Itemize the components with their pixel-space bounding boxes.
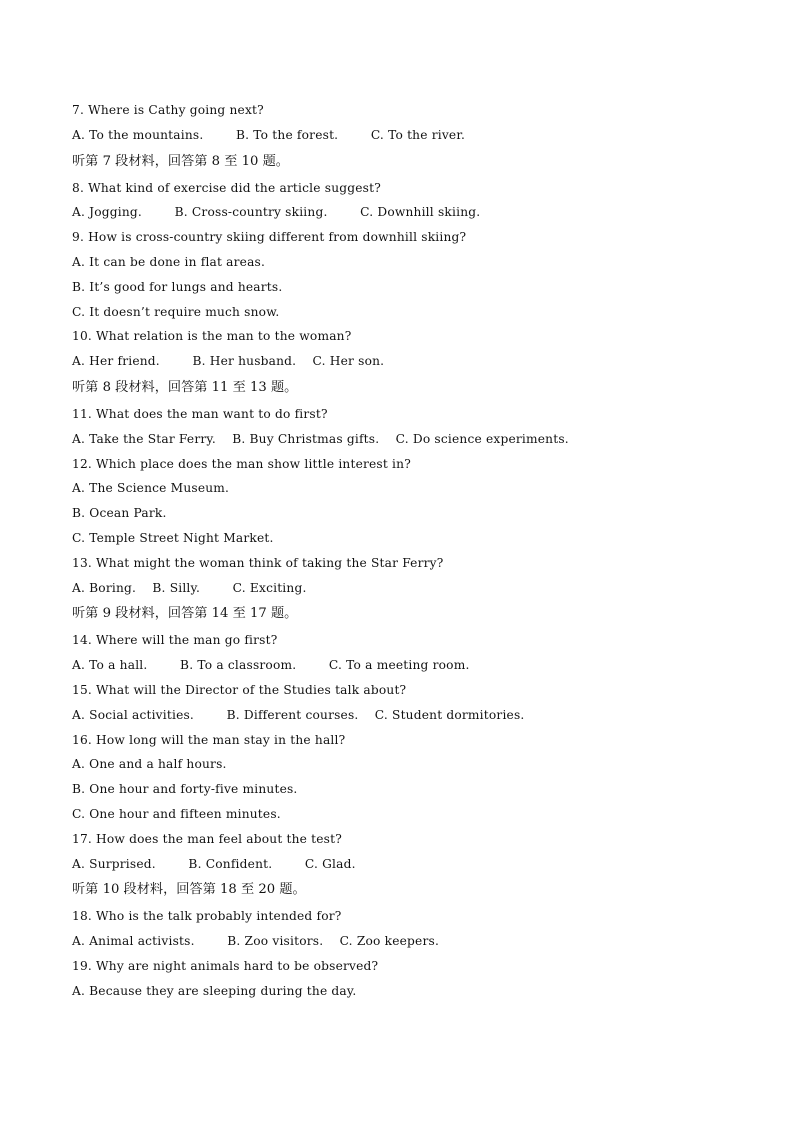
text-line: 10. What relation is the man to the woman? — [72, 329, 352, 344]
text-line: 7. Where is Cathy going next? — [72, 103, 264, 117]
text-line: 12. Which place does the man show little interest in? — [72, 456, 411, 471]
text-line: C. Temple Street Night Market. — [72, 530, 274, 545]
text-line: A. Social activities. B. Different courses. C. Student dormitories. — [72, 707, 525, 722]
section-heading: 听第 9 段材料，回答第 14 至 17 题。 — [72, 606, 298, 622]
text-line: A. Take the Star Ferry. B. Buy Christmas gifts. C. Do science experiments. — [72, 431, 569, 446]
text-line: A. Because they are sleeping during the day. — [72, 983, 357, 998]
text-line: A. Surprised. B. Confident. C. Glad. — [72, 856, 356, 871]
text-line: A. To a hall. B. To a classroom. C. To a meeting room. — [72, 658, 470, 673]
text-line: 15. What will the Director of the Studies talk about? — [72, 682, 407, 697]
text-line: 17. How does the man feel about the test? — [72, 831, 342, 846]
text-line: A. The Science Museum. — [72, 481, 230, 496]
text-line: 19. Why are night animals hard to be observed? — [72, 958, 379, 973]
text-line: C. One hour and fifteen minutes. — [72, 806, 281, 821]
text-line: 16. How long will the man stay in the hall? — [72, 732, 346, 747]
text-line: A. To the mountains. B. To the forest. C. To the river. — [72, 127, 466, 142]
section-heading: 听第 8 段材料，回答第 11 至 13 题。 — [72, 379, 298, 395]
text-line: B. One hour and forty-five minutes. — [72, 782, 298, 797]
question-list — [72, 98, 772, 1004]
text-line: A. One and a half hours. — [72, 757, 227, 772]
text-line: 8. What kind of exercise did the article suggest? — [72, 180, 381, 195]
text-line: A. Her friend. B. Her husband. C. Her son. — [72, 354, 385, 369]
text-line: A. It can be done in flat areas. — [72, 254, 266, 269]
text-line: A. Animal activists. B. Zoo visitors. C. Zoo keepers. — [72, 934, 440, 949]
section-heading: 听第 7 段材料，回答第 8 至 10 题。 — [72, 153, 289, 169]
text-line: B. It’s good for lungs and hearts. — [72, 279, 283, 294]
text-line: 13. What might the woman think of taking the Star Ferry? — [72, 555, 444, 570]
text-line: 9. How is cross-country skiing different from downhill skiing? — [72, 230, 467, 245]
section-heading: 听第 10 段材料，回答第 18 至 20 题。 — [72, 882, 306, 898]
text-line: B. Ocean Park. — [72, 506, 167, 521]
text-line: 18. Who is the talk probably intended for? — [72, 909, 342, 924]
text-line: A. Jogging. B. Cross-country skiing. C. Downhill skiing. — [72, 205, 481, 220]
text-line: A. Boring. B. Silly. C. Exciting. — [72, 580, 307, 595]
text-line: 14. Where will the man go first? — [72, 633, 278, 648]
text-line: C. It doesn’t require much snow. — [72, 304, 280, 319]
text-line: 11. What does the man want to do first? — [72, 406, 328, 421]
